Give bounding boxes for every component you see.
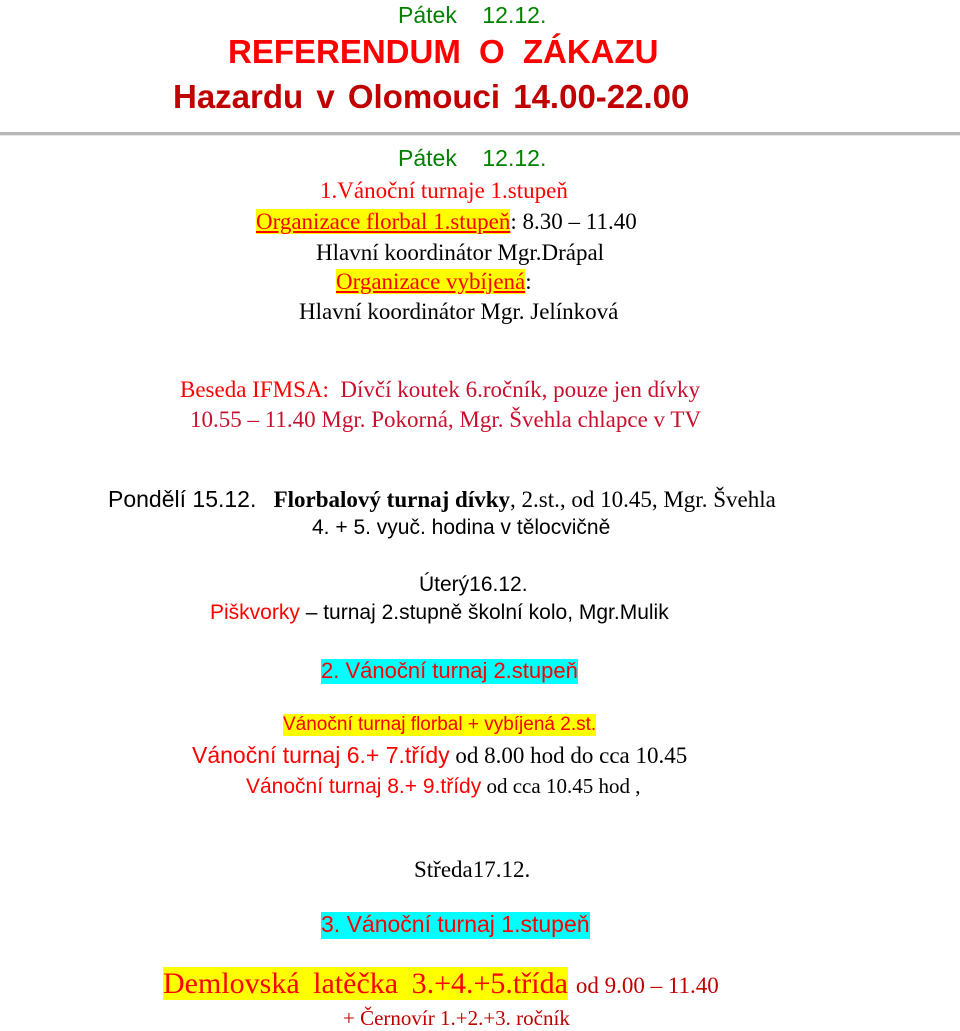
- vybijena-coordinator: Hlavní koordinátor Mgr. Jelínková: [299, 299, 619, 324]
- tournament-3-stupen: 3. Vánoční turnaj 1.stupeň: [321, 911, 590, 937]
- header-divider: [0, 132, 960, 136]
- header-day-date: [398, 4, 546, 27]
- florbal-time: : 8.30 – 11.40: [510, 209, 637, 234]
- monday-day-date: Pondělí 15.12.: [108, 486, 257, 512]
- piskvorky-line: [210, 602, 669, 623]
- beseda-line: [180, 378, 700, 401]
- monday-details: , 2.st., od 10.45, Mgr. Švehla: [510, 487, 776, 512]
- vybijena-colon: :: [525, 269, 532, 294]
- monday-hours: 4. + 5. vyuč. hodina v tělocvičně: [312, 516, 611, 539]
- friday-day: Pátek: [398, 145, 457, 171]
- referendum-title: REFERENDUM O ZÁKAZU: [228, 33, 659, 70]
- wednesday-day-date: Středa17.12.: [414, 857, 531, 882]
- friday-tournament: 1.Vánoční turnaje 1.stupeň: [320, 178, 568, 203]
- cernovir-line: + Černovír 1.+2.+3. ročník: [343, 1006, 570, 1030]
- grades-67-time: od 8.00 hod do cca 10.45: [455, 743, 688, 768]
- piskvorky-label: Piškvorky: [210, 601, 300, 624]
- florbal-vybijena-2st: Vánoční turnaj florbal + vybíjená 2.st.: [283, 714, 597, 735]
- beseda-time: 10.55 – 11.40 Mgr. Pokorná, Mgr. Švehla chlapce v TV: [190, 407, 702, 432]
- header-day: Pátek: [398, 2, 457, 28]
- grades-67-label: Vánoční turnaj 6.+ 7.třídy: [192, 742, 450, 768]
- friday-date: 12.12.: [482, 145, 547, 171]
- beseda-label: Beseda IFMSA:: [180, 377, 329, 402]
- grades-89-label: Vánoční turnaj 8.+ 9.třídy: [246, 775, 482, 798]
- beseda-text: Dívčí koutek 6.ročník, pouze jen dívky: [340, 377, 700, 402]
- header-date: 12.12.: [482, 2, 547, 28]
- demlovska-line: [163, 969, 719, 999]
- demlovska-time: od 9.00 – 11.40: [575, 973, 719, 998]
- grades-89-line: [246, 776, 640, 797]
- florbal-org-line: [256, 210, 637, 233]
- tournament-2-stupen: 2. Vánoční turnaj 2.stupeň: [321, 658, 578, 683]
- grades-67-line: [192, 744, 687, 767]
- florbal-org-label: Organizace florbal 1.stupeň: [256, 209, 511, 234]
- tuesday-day-date: Úterý16.12.: [419, 573, 528, 596]
- florbal-coordinator: Hlavní koordinátor Mgr.Drápal: [316, 240, 605, 265]
- friday-day-date: [398, 147, 546, 170]
- piskvorky-details: – turnaj 2.stupně školní kolo, Mgr.Mulik: [305, 601, 669, 624]
- demlovska-label: Demlovská latěčka 3.+4.+5.třída: [163, 967, 568, 1000]
- grades-89-time: od cca 10.45 hod ,: [486, 774, 641, 798]
- vybijena-org-label: Organizace vybíjená: [336, 269, 526, 294]
- monday-event: Florbalový turnaj dívky: [273, 487, 511, 512]
- hazard-title: Hazardu v Olomouci 14.00-22.00: [173, 78, 690, 115]
- monday-line: [108, 488, 776, 511]
- vybijena-org-line: [336, 270, 532, 293]
